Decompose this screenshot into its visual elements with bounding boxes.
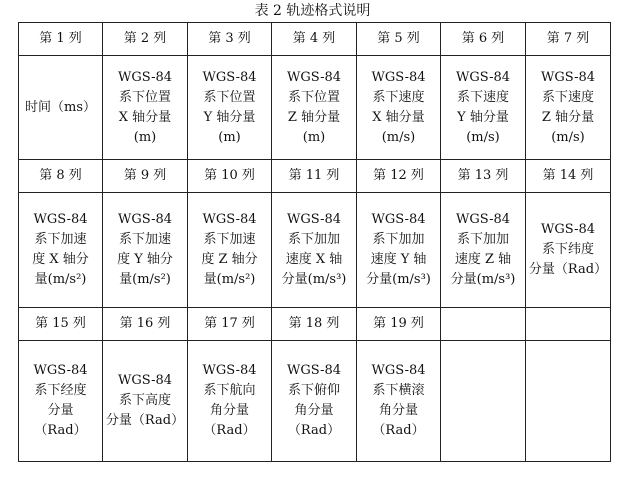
- column-header-cell: 第 19 列: [357, 308, 441, 341]
- cell-text-line: 系下速度: [541, 89, 594, 105]
- cell-text-line: （Rad）: [34, 423, 87, 438]
- column-header-cell: 第 7 列: [526, 23, 611, 56]
- field-description-cell: [103, 341, 188, 462]
- cell-text-line: 角分量: [378, 403, 418, 418]
- cell-text-line: 角分量: [294, 403, 334, 418]
- cell-text-line: （Rad）: [372, 423, 425, 438]
- cell-text-line: 分量（Rad）: [105, 413, 185, 428]
- table-row: [19, 193, 611, 308]
- field-description-cell: [357, 341, 441, 462]
- cell-text-line: (m): [133, 129, 157, 145]
- cell-text-line: WGS-84: [540, 222, 596, 237]
- cell-text-line: 速度 Z 轴: [454, 252, 512, 267]
- cell-text-line: WGS-84: [202, 69, 257, 85]
- empty-cell: [526, 308, 611, 341]
- cell-text-line: WGS-84: [286, 212, 342, 227]
- cell-text-line: (m): [218, 129, 241, 145]
- cell-text-line: (m): [302, 129, 326, 145]
- column-header-cell: 第 6 列: [441, 23, 526, 56]
- cell-text-line: 分量: [47, 403, 74, 418]
- cell-text-line: Y 轴分量: [457, 109, 509, 125]
- cell-text-line: 分量(m/s³): [450, 272, 516, 287]
- cell-text-line: 速度 X 轴: [285, 252, 343, 267]
- field-description-cell: [188, 56, 272, 160]
- cell-text-line: WGS-84: [117, 69, 173, 85]
- column-header-cell: 第 13 列: [441, 160, 526, 193]
- cell-text-line: WGS-84: [286, 69, 342, 85]
- cell-text-line: （Rad）: [287, 423, 341, 438]
- cell-text-line: WGS-84: [202, 212, 257, 227]
- cell-text-line: 时间（ms）: [25, 99, 96, 115]
- cell-text-line: （Rad）: [203, 423, 256, 438]
- column-header-cell: 第 1 列: [19, 23, 103, 56]
- cell-text-line: Z 轴分量: [287, 109, 341, 125]
- header-row: [19, 23, 611, 56]
- cell-text-line: 系下横滚: [372, 383, 425, 398]
- field-description-cell: [526, 193, 611, 308]
- field-description-cell: [272, 341, 357, 462]
- cell-text-line: 系下航向: [203, 383, 256, 398]
- header-row: [19, 308, 611, 341]
- field-description-cell: [188, 341, 272, 462]
- cell-text-line: 系下加速: [34, 232, 87, 247]
- column-header-cell: 第 5 列: [357, 23, 441, 56]
- cell-text-line: WGS-84: [540, 69, 596, 85]
- cell-text-line: 度 Z 轴分: [201, 252, 258, 267]
- cell-text-line: 系下加加: [372, 232, 425, 247]
- cell-text-line: 速度 Y 轴: [370, 252, 427, 267]
- field-description-cell: [19, 341, 103, 462]
- header-row: [19, 160, 611, 193]
- cell-text-line: WGS-84: [117, 373, 173, 388]
- field-description-cell: [272, 56, 357, 160]
- field-description-cell: [272, 193, 357, 308]
- field-description-cell: [357, 56, 441, 160]
- empty-cell: [526, 341, 611, 462]
- cell-text-line: WGS-84: [371, 69, 426, 85]
- empty-cell: [441, 308, 526, 341]
- cell-text-line: WGS-84: [202, 363, 257, 378]
- field-description-cell: [357, 193, 441, 308]
- cell-text-line: 分量（Rad）: [528, 262, 608, 277]
- field-description-cell: [103, 56, 188, 160]
- field-description-cell: [188, 193, 272, 308]
- cell-text-line: X 轴分量: [118, 109, 172, 125]
- column-header-cell: 第 18 列: [272, 308, 357, 341]
- cell-text-line: WGS-84: [33, 212, 88, 227]
- field-description-cell: [19, 56, 103, 160]
- column-header-cell: 第 4 列: [272, 23, 357, 56]
- cell-text-line: WGS-84: [117, 212, 173, 227]
- cell-text-line: 系下高度: [118, 393, 171, 408]
- column-header-cell: 第 3 列: [188, 23, 272, 56]
- cell-text-line: 系下位置: [203, 89, 256, 105]
- cell-text-line: (m/s): [381, 129, 416, 145]
- cell-text-line: 系下位置: [287, 89, 340, 105]
- trajectory-format-table: [18, 22, 611, 462]
- cell-text-line: Y 轴分量: [203, 109, 256, 125]
- table-caption: 表 2 轨迹格式说明: [254, 3, 371, 19]
- cell-text-line: 系下加速: [118, 232, 171, 247]
- cell-text-line: (m/s): [551, 129, 585, 145]
- empty-cell: [441, 341, 526, 462]
- cell-text-line: 系下加加: [287, 232, 340, 247]
- column-header-cell: 第 9 列: [103, 160, 188, 193]
- cell-text-line: 量(m/s²): [119, 272, 171, 287]
- cell-text-line: 度 X 轴分: [32, 252, 89, 267]
- table-row: [19, 341, 611, 462]
- cell-text-line: 分量(m/s³): [366, 272, 431, 287]
- field-description-cell: [441, 193, 526, 308]
- cell-text-line: 系下加加: [456, 232, 509, 247]
- cell-text-line: WGS-84: [455, 212, 511, 227]
- column-header-cell: 第 15 列: [19, 308, 103, 341]
- cell-text-line: 度 Y 轴分: [117, 252, 173, 267]
- cell-text-line: 分量(m/s³): [281, 272, 347, 287]
- cell-text-line: 角分量: [209, 403, 249, 418]
- cell-text-line: 量(m/s²): [203, 272, 256, 287]
- cell-text-line: 系下位置: [118, 89, 171, 105]
- table-row: [19, 56, 611, 160]
- cell-text-line: 系下纬度: [541, 242, 594, 257]
- cell-text-line: 系下加速: [203, 232, 256, 247]
- column-header-cell: 第 12 列: [357, 160, 441, 193]
- cell-text-line: 系下经度: [34, 383, 87, 398]
- column-header-cell: 第 16 列: [103, 308, 188, 341]
- cell-text-line: WGS-84: [371, 212, 426, 227]
- cell-text-line: 系下速度: [456, 89, 509, 105]
- field-description-cell: [441, 56, 526, 160]
- field-description-cell: [103, 193, 188, 308]
- column-header-cell: 第 8 列: [19, 160, 103, 193]
- column-header-cell: 第 14 列: [526, 160, 611, 193]
- column-header-cell: 第 11 列: [272, 160, 357, 193]
- cell-text-line: WGS-84: [371, 363, 426, 378]
- cell-text-line: (m/s): [466, 129, 500, 145]
- cell-text-line: WGS-84: [455, 69, 511, 85]
- cell-text-line: 量(m/s²): [34, 272, 87, 287]
- column-header-cell: 第 10 列: [188, 160, 272, 193]
- column-header-cell: 第 2 列: [103, 23, 188, 56]
- cell-text-line: WGS-84: [286, 363, 342, 378]
- cell-text-line: 系下速度: [372, 89, 425, 105]
- field-description-cell: [526, 56, 611, 160]
- column-header-cell: 第 17 列: [188, 308, 272, 341]
- cell-text-line: Z 轴分量: [541, 109, 595, 125]
- cell-text-line: X 轴分量: [372, 109, 425, 125]
- field-description-cell: [19, 193, 103, 308]
- cell-text-line: WGS-84: [33, 363, 88, 378]
- cell-text-line: 系下俯仰: [287, 383, 340, 398]
